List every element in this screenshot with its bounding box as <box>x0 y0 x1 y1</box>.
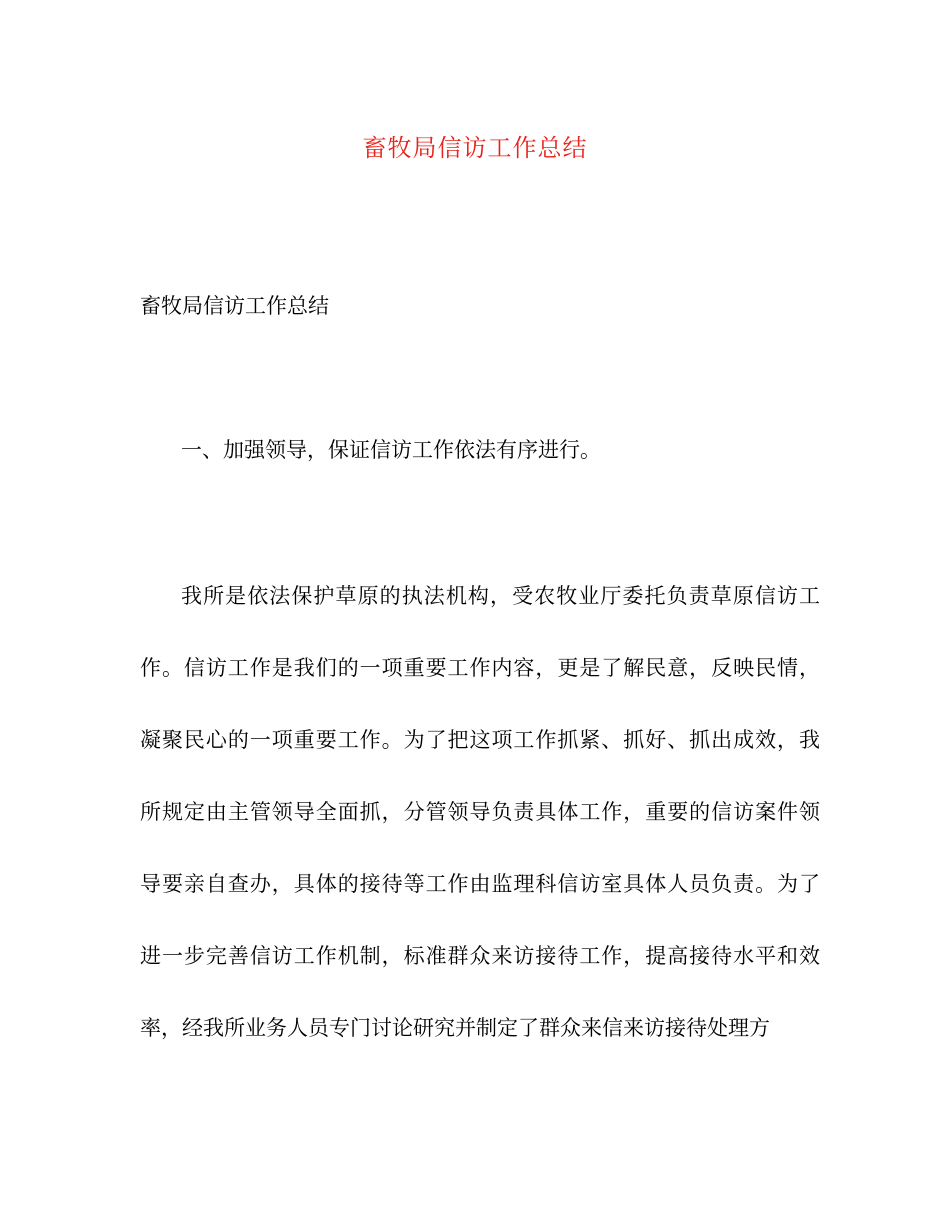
body-line-7: 率，经我所业务人员专门讨论研究并制定了群众来信来访接待处理方 <box>140 1016 770 1040</box>
body-line-5: 导要亲自查办，具体的接待等工作由监理科信访室具体人员负责。为了 <box>140 872 820 896</box>
document-title: 畜牧局信访工作总结 <box>362 134 588 162</box>
body-line-2: 作。信访工作是我们的一项重要工作内容，更是了解民意，反映民情， <box>140 656 820 680</box>
body-paragraph <box>140 578 820 1082</box>
body-line-4: 所规定由主管领导全面抓，分管领导负责具体工作，重要的信访案件领 <box>140 800 820 824</box>
body-line-1: 我所是依法保护草原的执法机构，受农牧业厅委托负责草原信访工 <box>181 584 820 608</box>
document-subtitle: 畜牧局信访工作总结 <box>140 294 329 318</box>
body-line-3: 凝聚民心的一项重要工作。为了把这项工作抓紧、抓好、抓出成效，我 <box>140 728 820 752</box>
body-line-6: 进一步完善信访工作机制，标准群众来访接待工作，提高接待水平和效 <box>140 944 820 968</box>
section-heading: 一、加强领导，保证信访工作依法有序进行。 <box>181 438 601 462</box>
